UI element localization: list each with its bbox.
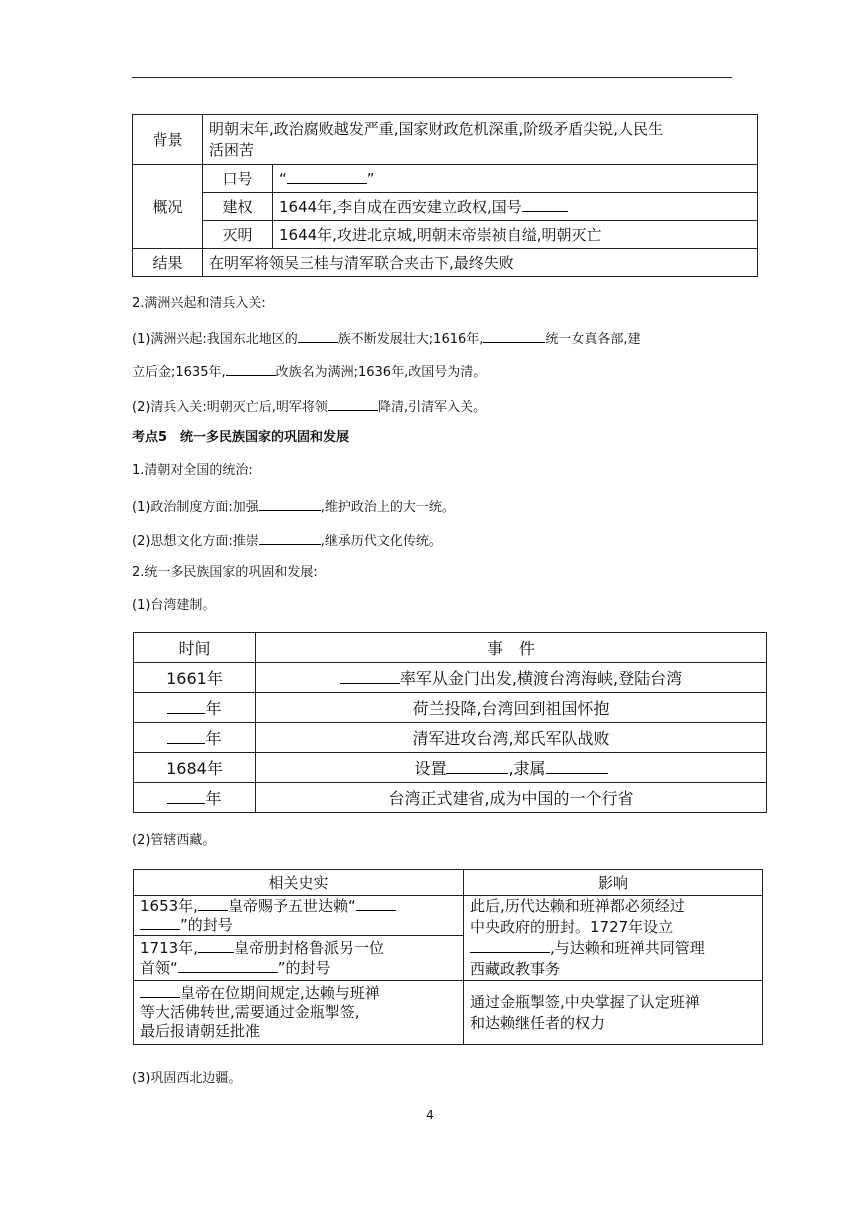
page-number: 4	[426, 1108, 434, 1122]
background-text-1: 明朝末年,政治腐败越发严重,国家财政危机深重,阶级矛盾尖锐,人民生	[209, 119, 664, 138]
slogan-open-quote: “	[279, 169, 287, 188]
fact-blank[interactable]	[140, 916, 180, 930]
regime-text: 1644年,李自成在西安建立政权,国号	[279, 198, 522, 216]
result-text: 在明军将领吴三桂与清军联合夹击下,最终失败	[203, 249, 758, 277]
uprising-table	[132, 114, 758, 277]
year-blank[interactable]	[167, 728, 205, 744]
event-cell: 台湾正式建省,成为中国的一个行省	[256, 783, 767, 813]
fall-text: 1644年,攻进北京城,明朝末帝崇祯自缢,明朝灭亡	[273, 221, 758, 249]
table-row	[134, 753, 767, 783]
politics-line: (1)政治制度方面:加强 ,维护政治上的大一统。	[132, 497, 455, 516]
time-cell: 年	[134, 693, 256, 723]
header-rule	[132, 77, 732, 78]
manchu-heading: 2.满洲兴起和清兵入关:	[132, 296, 266, 311]
col-event: 事 件	[256, 633, 767, 663]
fact-blank[interactable]	[140, 984, 180, 998]
time-cell: 1684年	[134, 753, 256, 783]
table-row	[134, 723, 767, 753]
col-time: 时间	[134, 633, 256, 663]
col-impact: 影响	[464, 870, 763, 896]
kaodian-heading: 考点5 统一多民族国家的巩固和发展	[132, 430, 350, 445]
impact-blank[interactable]	[470, 939, 550, 953]
impact-1: 此后,历代达赖和班禅都必须经过 中央政府的册封。1727年设立 ,与达赖和班禅共同管理 西藏政教事务	[464, 896, 763, 981]
manchu-line-1: (1)满洲兴起:我国东北地区的 族不断发展壮大;1616年, 统一女真各部,建	[132, 329, 641, 348]
background-text-2: 活困苦	[209, 140, 255, 159]
tibet-heading: (2)管辖西藏。	[132, 833, 216, 848]
col-fact: 相关史实	[134, 870, 464, 896]
slogan-cell	[273, 165, 758, 193]
time-cell: 年	[134, 723, 256, 753]
culture-line: (2)思想文化方面:推崇 ,继承历代文化传统。	[132, 531, 442, 550]
year-blank[interactable]	[167, 698, 205, 714]
regime-blank[interactable]	[522, 198, 568, 212]
event-blank[interactable]	[546, 758, 608, 774]
result-label: 结果	[133, 249, 203, 277]
qing-entry-line: (2)清兵入关:明朝灭亡后,明军将领 降清,引清军入关。	[132, 397, 486, 416]
overview-label: 概况	[133, 165, 203, 249]
politics-blank[interactable]	[259, 497, 321, 511]
event-cell: 清军进攻台湾,郑氏军队战败	[256, 723, 767, 753]
fact-blank[interactable]	[198, 939, 234, 953]
event-cell: 设置 ,隶属	[256, 753, 767, 783]
background-label: 背景	[133, 115, 203, 165]
manchu-blank-3[interactable]	[226, 362, 276, 376]
unity-heading: 2.统一多民族国家的巩固和发展:	[132, 565, 318, 580]
manchu-blank-2[interactable]	[483, 329, 545, 343]
time-cell: 年	[134, 783, 256, 813]
qing-rule-heading: 1.清朝对全国的统治:	[132, 463, 253, 478]
background-cell	[203, 115, 758, 165]
slogan-close-quote: ”	[366, 169, 375, 188]
event-cell: 荷兰投降,台湾回到祖国怀抱	[256, 693, 767, 723]
table-row	[134, 693, 767, 723]
fact-1: 1653年, 皇帝赐予五世达赖“ ”的封号	[134, 896, 464, 936]
northwest-heading: (3)巩固西北边疆。	[132, 1071, 242, 1086]
regime-label: 建权	[203, 193, 273, 221]
fact-blank[interactable]	[356, 897, 396, 911]
fact-3: 皇帝在位期间规定,达赖与班禅 等大活佛转世,需要通过金瓶掣签, 最后报请朝廷批准	[134, 981, 464, 1045]
table-row	[134, 783, 767, 813]
fall-label: 灭明	[203, 221, 273, 249]
regime-cell	[273, 193, 758, 221]
fact-blank[interactable]	[198, 897, 228, 911]
fact-2: 1713年, 皇帝册封格鲁派另一位 首领“ ”的封号	[134, 936, 464, 981]
slogan-blank[interactable]	[287, 170, 367, 184]
manchu-line-2: 立后金;1635年, 改族名为满洲;1636年,改国号为清。	[132, 362, 486, 381]
manchu-blank-1[interactable]	[298, 329, 338, 343]
taiwan-heading: (1)台湾建制。	[132, 598, 216, 613]
event-blank[interactable]	[340, 668, 400, 684]
table-row	[134, 663, 767, 693]
time-cell: 1661年	[134, 663, 256, 693]
tibet-table	[133, 869, 763, 1045]
impact-2: 通过金瓶掣签,中央掌握了认定班禅 和达赖继任者的权力	[464, 981, 763, 1045]
culture-blank[interactable]	[259, 531, 321, 545]
fact-blank[interactable]	[178, 959, 278, 973]
event-blank[interactable]	[446, 758, 508, 774]
qing-entry-blank[interactable]	[328, 397, 378, 411]
year-blank[interactable]	[167, 788, 205, 804]
taiwan-table	[133, 632, 767, 813]
slogan-label: 口号	[203, 165, 273, 193]
event-cell: 率军从金门出发,横渡台湾海峡,登陆台湾	[256, 663, 767, 693]
